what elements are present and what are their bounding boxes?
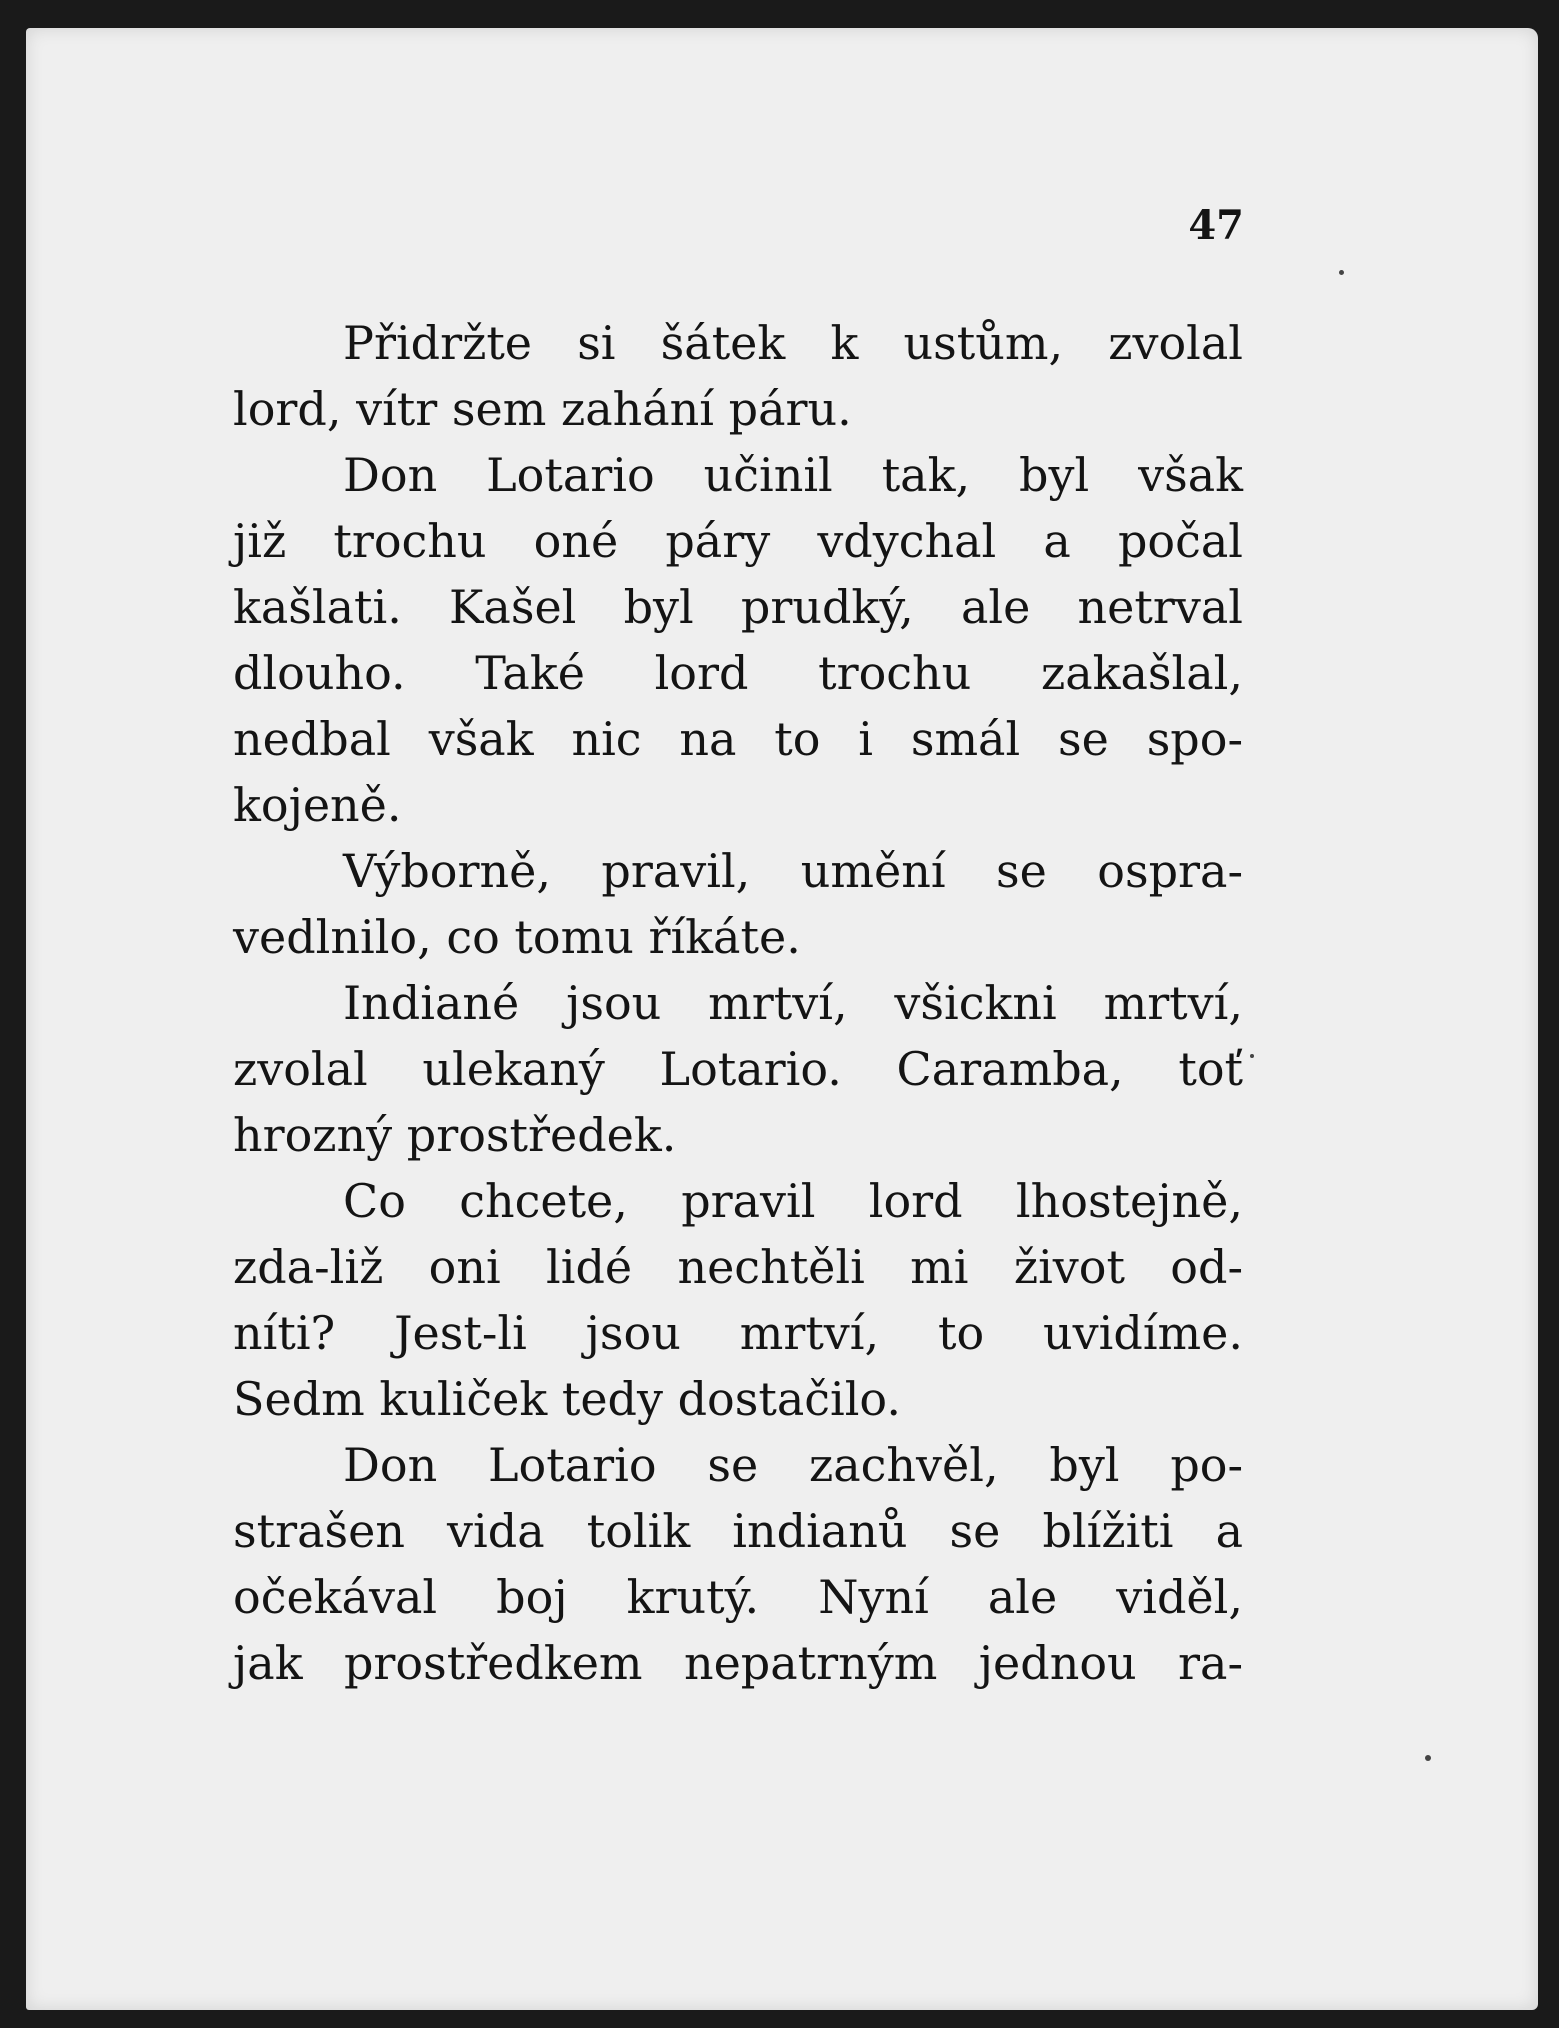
body-text	[233, 310, 1243, 1696]
text-line: Co chcete, pravil lord lhostejně,	[343, 1174, 1243, 1228]
text-line: níti? Jest-li jsou mrtví, to uvidíme.	[233, 1306, 1243, 1360]
text-line: nedbal však nic na to i smál se spo-	[233, 712, 1243, 766]
text-line: Indiané jsou mrtví, všickni mrtví,	[343, 976, 1243, 1030]
book-page	[26, 28, 1538, 2010]
text-line: vedlnilo, co tomu říkáte.	[233, 910, 801, 964]
text-line: hrozný prostředek.	[233, 1108, 677, 1162]
page-number: 47	[1188, 202, 1244, 249]
text-line: zvolal ulekaný Lotario. Caramba, toť	[233, 1042, 1243, 1096]
text-line: Výborně, pravil, umění se ospra-	[343, 844, 1243, 898]
text-line: Sedm kuliček tedy dostačilo.	[233, 1372, 901, 1426]
text-line: očekával boj krutý. Nyní ale viděl,	[233, 1570, 1243, 1624]
text-line: již trochu oné páry vdychal a počal	[233, 514, 1243, 568]
text-line: jak prostředkem nepatrným jednou ra-	[233, 1636, 1243, 1690]
text-line: Don Lotario se zachvěl, byl po-	[343, 1438, 1243, 1492]
paper-speck	[1339, 270, 1344, 275]
text-line: zda-liž oni lidé nechtěli mi život od-	[233, 1240, 1243, 1294]
text-line: kašlati. Kašel byl prudký, ale netrval	[233, 580, 1243, 634]
paper-speck	[1425, 1755, 1431, 1761]
text-line: lord, vítr sem zahání páru.	[233, 382, 852, 436]
text-line: Don Lotario učinil tak, byl však	[343, 448, 1243, 502]
text-line: strašen vida tolik indianů se blížiti a	[233, 1504, 1243, 1558]
text-line: Přidržte si šátek k ustům, zvolal	[343, 316, 1243, 370]
text-line: dlouho. Také lord trochu zakašlal,	[233, 646, 1243, 700]
paper-speck	[1250, 1054, 1254, 1058]
text-line: kojeně.	[233, 778, 402, 832]
